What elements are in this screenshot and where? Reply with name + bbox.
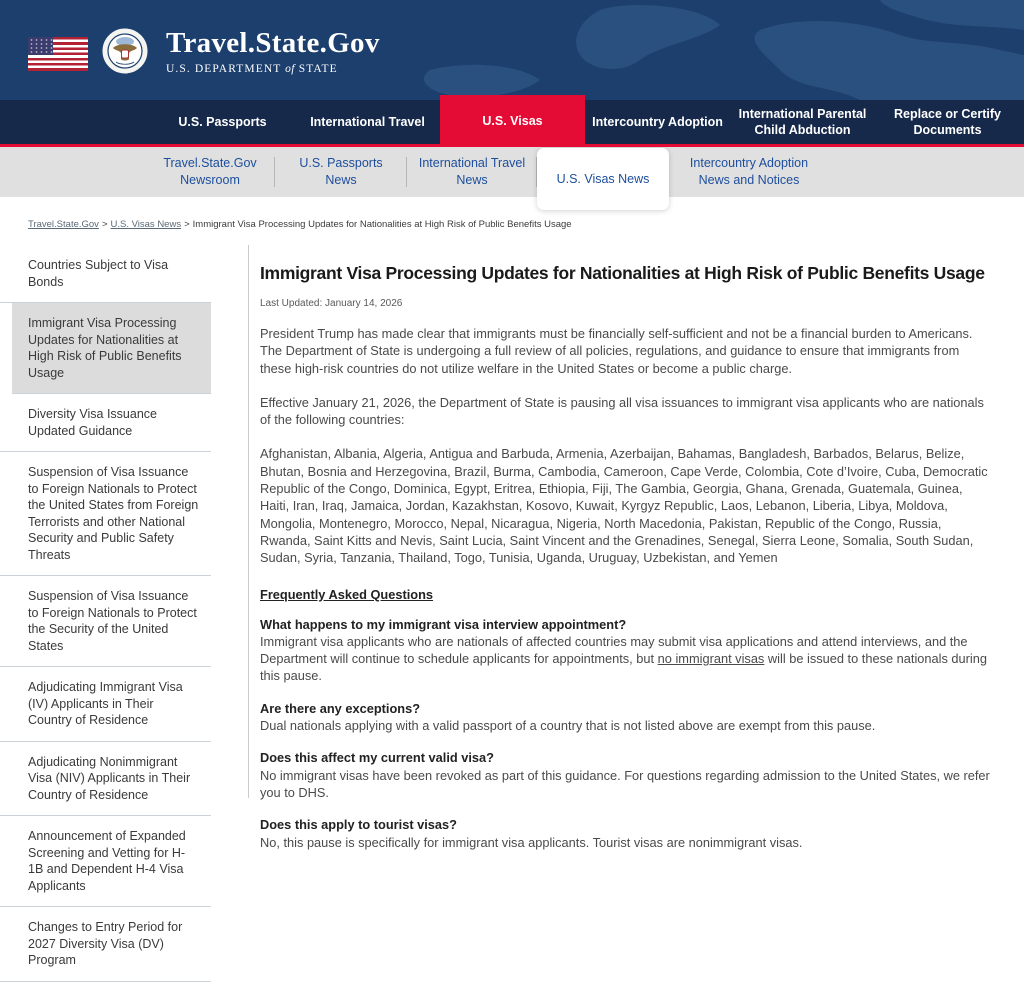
faq-answer-text: No immigrant visas have been revoked as part of this guidance. For questions regarding admission to the United States, we refer you to DHS. — [260, 767, 990, 800]
nav-international-parental-child-abduction[interactable]: International Parental Child Abduction — [738, 106, 867, 137]
last-updated: Last Updated: January 14, 2026 — [260, 298, 403, 309]
nav-us-passports[interactable]: U.S. Passports — [178, 114, 267, 129]
breadcrumb-visas-news-link[interactable]: U.S. Visas News — [110, 219, 182, 230]
faq-answer-text: Dual nationals applying with a valid passport of a country that is not listed above are exempt from this pause. — [260, 718, 876, 734]
breadcrumb-current: Immigrant Visa Processing Updates for Nationalities at High Risk of Public Benefits Usage — [192, 219, 572, 230]
nav-international-travel[interactable]: International Travel — [310, 114, 425, 129]
article — [248, 245, 990, 850]
sidebar-item-dv-2027-entry-period[interactable]: Changes to Entry Period for 2027 Diversity Visa (DV) Program — [0, 907, 211, 982]
effective-date-paragraph: Effective January 21, 2026, the Department of State is pausing all visa issuances to immigrant visa applicants who are nationals of the following countries: — [260, 394, 984, 428]
breadcrumb — [0, 197, 1024, 245]
site-subtitle — [166, 63, 380, 75]
sidebar-item-adjudicating-iv[interactable]: Adjudicating Immigrant Visa (IV) Applicants in Their Country of Residence — [0, 667, 211, 742]
subnav-newsroom[interactable]: Travel.State.Gov Newsroom — [145, 147, 275, 197]
sidebar-navigation — [0, 245, 211, 967]
faq-answer-text: No, this pause is specifically for immigrant visa applicants. Tourist visas are nonimmigrant visas. — [260, 834, 803, 850]
faq-answer — [260, 633, 990, 685]
faq-answer — [260, 717, 990, 734]
faq-answer-underlined: no immigrant visas — [657, 651, 765, 667]
sidebar-item-visa-bonds[interactable]: Countries Subject to Visa Bonds — [0, 245, 211, 303]
sidebar-item-h1b-h4-screening[interactable]: Announcement of Expanded Screening and Vetting for H-1B and Dependent H-4 Visa Applicants — [0, 816, 211, 907]
country-list-paragraph: Afghanistan, Albania, Algeria, Antigua and Barbuda, Armenia, Azerbaijan, Bahamas, Bangladesh, Barbados, Belarus, Belize, Bhutan, Bosnia and Herzegovina, Brazil, Burma, Cambodia, Cameroon, Cape Verde, Colombia, Cote d’Ivoire, Cuba, Democratic Republic of the Congo, Dominica, Egypt, Eritrea, Ethiopia, Fiji, The Gambia, Georgia, Ghana, Grenada, Guatemala, Guinea, Haiti, Iran, Iraq, Jamaica, Jordan, Kazakhstan, Kosovo, Kuwait, Kyrgyz Republic, Laos, Lebanon, Liberia, Libya, Moldova, Mongolia, Montenegro, Morocco, Nepal, Nicaragua, Nigeria, North Macedonia, Pakistan, Republic of the Congo, Russia, Rwanda, Saint Kitts and Nevis, Saint Lucia, Saint Vincent and the Grenadines, Senegal, Sierra Leone, Somalia, South Sudan, Sudan, Syria, Tanzania, Thailand, Togo, Tunisia, Uganda, Uruguay, Uzbekistan, and Yemen — [260, 446, 988, 566]
subnav-us-visas-news[interactable]: U.S. Visas News — [537, 148, 669, 210]
sidebar-item-diversity-visa-guidance[interactable]: Diversity Visa Issuance Updated Guidance — [0, 394, 211, 452]
faq-question: Does this apply to tourist visas? — [260, 817, 457, 833]
sidebar-item-suspension-security[interactable]: Suspension of Visa Issuance to Foreign Nationals to Protect the Security of the United States — [0, 576, 211, 667]
faq-answer — [260, 767, 990, 802]
faq-heading: Frequently Asked Questions — [260, 586, 434, 602]
faq-item — [260, 749, 990, 801]
nav-intercountry-adoption[interactable]: Intercountry Adoption — [592, 114, 723, 129]
news-navigation — [0, 147, 1024, 197]
dept-post: STATE — [298, 63, 338, 75]
breadcrumb-separator: > — [101, 219, 108, 230]
faq-answer-text: Immigrant visa applicants who are nationals of affected countries may submit visa applications and attend interviews, and the Department will continue to schedule applicants for appointments, but — [260, 633, 968, 667]
subnav-passports-news[interactable]: U.S. Passports News — [275, 147, 407, 197]
faq-answer — [260, 834, 990, 851]
intro-paragraph: President Trump has made clear that immigrants must be financially self-sufficient and not be a financial burden to Americans. The Department of State is undergoing a full review of all policies, regulations, and guidance to ensure that immigrants from these high-risk countries do not utilize welfare in the United States or become a public charge. — [260, 326, 973, 376]
faq-item — [260, 616, 990, 685]
faq-question: Does this affect my current valid visa? — [260, 750, 494, 766]
sidebar-item-suspension-foreign-terrorists[interactable]: Suspension of Visa Issuance to Foreign Nationals to Protect the United States from Foreign Terrorists and other National Security and Public Safety Threats — [0, 452, 211, 576]
nav-us-visas[interactable]: U.S. Visas — [440, 95, 585, 147]
breadcrumb-home-link[interactable]: Travel.State.Gov — [28, 219, 99, 230]
faq-item — [260, 816, 990, 851]
dept-of: of — [285, 63, 295, 75]
state-department-seal-icon — [100, 26, 150, 76]
faq-question: What happens to my immigrant visa interview appointment? — [260, 616, 627, 632]
site-logo[interactable] — [28, 26, 380, 76]
faq-question: Are there any exceptions? — [260, 700, 421, 716]
dept-pre: U.S. DEPARTMENT — [166, 63, 282, 75]
primary-navigation — [0, 100, 1024, 147]
faq-answer-text: will be issued to these nationals during this pause. — [260, 651, 988, 684]
breadcrumb-separator: > — [184, 219, 190, 230]
subnav-intercountry-adoption-news[interactable]: Intercountry Adoption News and Notices — [689, 156, 809, 187]
content-area — [0, 245, 1024, 967]
sidebar-item-immigrant-visa-processing-updates[interactable]: Immigrant Visa Processing Updates for Nationalities at High Risk of Public Benefits Usage — [12, 303, 211, 394]
subnav-international-travel-news[interactable]: International Travel News — [407, 147, 537, 197]
site-header — [0, 0, 1024, 100]
faq-item — [260, 700, 990, 735]
page-title: Immigrant Visa Processing Updates for Nationalities at High Risk of Public Benefits Usage — [260, 263, 985, 283]
sidebar-item-adjudicating-niv[interactable]: Adjudicating Nonimmigrant Visa (NIV) Applicants in Their Country of Residence — [0, 742, 211, 817]
site-title: Travel.State.Gov — [166, 27, 380, 59]
us-flag-icon — [28, 37, 88, 71]
nav-replace-or-certify-documents[interactable]: Replace or Certify Documents — [894, 106, 1001, 137]
